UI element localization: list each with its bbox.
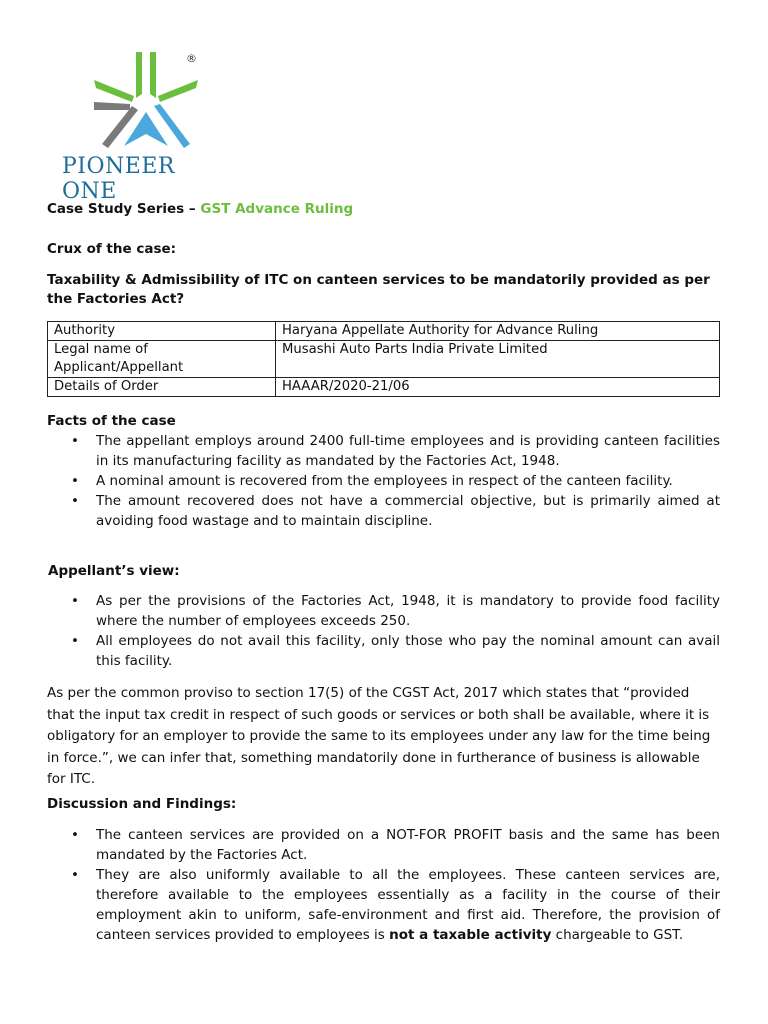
table-key: Authority (48, 322, 276, 341)
bullet-icon: • (71, 867, 79, 883)
table-row (48, 378, 720, 397)
list-item-text: The amount recovered does not have a commercial objective, but is primarily aimed at avoiding food wastage and to maintain discipline. (96, 493, 720, 529)
list-item-text: All employees do not avail this facility, only those who pay the nominal amount can avail this facility. (96, 633, 720, 669)
bullet-icon: • (71, 493, 79, 509)
facts-list (47, 431, 720, 531)
list-item (47, 825, 720, 865)
bullet-icon: • (71, 633, 79, 649)
series-prefix: Case Study Series – (47, 201, 201, 217)
table-key: Details of Order (48, 378, 276, 397)
list-item-text: The appellant employs around 2400 full-time employees and is providing canteen facilities in its manufacturing facility as mandated by the Factories Act, 1948. (96, 433, 720, 469)
discussion-list (47, 825, 720, 945)
case-study-series-title (47, 201, 353, 217)
brand-name: PIONEER ONE (62, 154, 175, 204)
facts-heading: Facts of the case (47, 413, 176, 429)
list-item-text: As per the provisions of the Factories Act, 1948, it is mandatory to provide food facility where the number of employees exceeds 250. (96, 593, 720, 629)
crux-heading: Crux of the case: (47, 241, 177, 257)
table-value: Musashi Auto Parts India Private Limited (276, 341, 720, 378)
appellant-view-heading: Appellant’s view: (48, 563, 180, 579)
case-info-table (47, 321, 720, 397)
proviso-paragraph (47, 683, 720, 791)
bullet-icon: • (71, 593, 79, 609)
table-value: HAAAR/2020-21/06 (276, 378, 720, 397)
bullet-icon: • (71, 433, 79, 449)
case-question: Taxability & Admissibility of ITC on canteen services to be mandatorily provided as per the Factories Act? (47, 272, 710, 307)
list-item-text: They are also uniformly available to all the employees. These canteen services are, therefore available to the employees essentially as a facility in the course of their employment akin to uniform, safe-environment and first aid. Therefore, the provision of canteen services provided to employees is (96, 867, 720, 943)
list-item (47, 491, 720, 531)
registered-mark: ® (186, 52, 197, 65)
emphasis-text: not a taxable activity (389, 927, 552, 943)
table-key: Legal name of Applicant/Appellant (48, 341, 276, 378)
pioneer-one-logo (62, 50, 237, 204)
appellant-view-list (47, 591, 720, 671)
list-item (47, 431, 720, 471)
list-item (47, 865, 720, 945)
list-item (47, 471, 720, 491)
bullet-icon: • (71, 473, 79, 489)
table-row (48, 322, 720, 341)
list-item-text: A nominal amount is recovered from the employees in respect of the canteen facility. (96, 473, 673, 489)
list-item-text-end: chargeable to GST. (551, 927, 684, 943)
series-accent: GST Advance Ruling (200, 201, 354, 217)
table-row (48, 341, 720, 378)
list-item (47, 591, 720, 631)
proviso-text: As per the common proviso to section 17(5) of the CGST Act, 2017 which states that “provided that the input tax credit in respect of such goods or services or both shall be available, where it is obligatory for an employer to provide the same to its employees under any law for the time being in force.”, we can infer that, something mandatorily done in furtherance of business is allowable for ITC. (47, 685, 711, 787)
bullet-icon: • (71, 827, 79, 843)
table-value: Haryana Appellate Authority for Advance Ruling (276, 322, 720, 341)
discussion-heading: Discussion and Findings: (47, 796, 237, 812)
list-item-text: The canteen services are provided on a NOT-FOR PROFIT basis and the same has been mandated by the Factories Act. (96, 827, 720, 863)
list-item (47, 631, 720, 671)
star-logo-icon (86, 50, 206, 158)
